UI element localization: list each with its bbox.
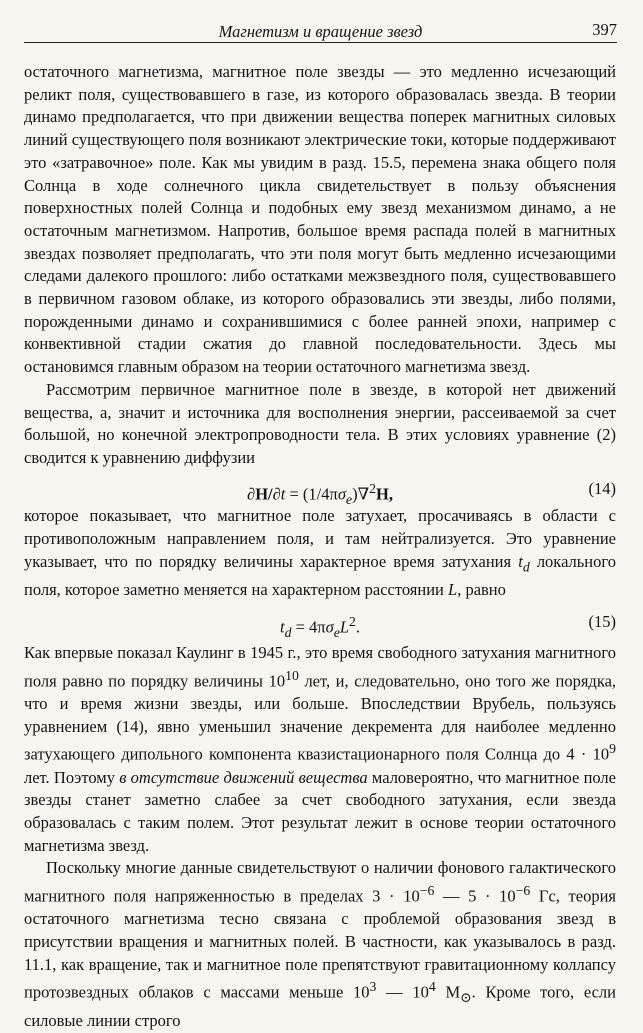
equation-14-number: (14) <box>588 478 616 498</box>
emphasis-text: в отсутствие движений вещества <box>119 767 368 787</box>
paragraph-3: которое показывает, что магнитное поле затухает, просачиваясь в области с противоположным направлением поля, и там нейтрализуется. Это уравнение указывает, что по порядку величины характерное время затухания $t_d$ локального поля, которое заметно меняется на характерном расстоянии L, равно <box>24 506 616 599</box>
equation-15-number: (15) <box>588 612 616 632</box>
header-rule <box>24 42 617 43</box>
paragraph-5: Поскольку многие данные свидетельствуют о наличии фонового галактического магнитного поля напряженностью в пределах $3 \cdot 10^{-6}$ — $5 \cdot 10^{-6}$ Гс, теория остаточного магнетизма тесно связана с проблемой образования звезд в присутствии вращения и магнитных полей. В частности, как указывалось в разд. 11.1, как вращение, так и магнитное поле препятствуют гравитационному коллапсу протозвездных облаков с массами меньше $10^3$ — $10^4$ $M_⊙$. Кроме того, если силовые линии строго <box>24 858 616 1030</box>
equation-15 <box>24 611 616 641</box>
running-title: Магнетизм и вращение звезд <box>218 22 423 41</box>
page-header <box>24 14 617 40</box>
page-number: 397 <box>592 20 617 39</box>
paragraph-1: остаточного магнетизма, магнитное поле звезды — это медленно исчезающий реликт поля, существовавшего в газе, из которого образовалась звезда. В теории динамо предполагается, что при движении вещества поперек магнитных силовых линий существующего поля возникают электрические токи, которые поддерживают это «затравочное» поле. Как мы увидим в разд. 15.5, перемена знака общего поля Солнца в ходе солнечного цикла свидетельствует в пользу объяснения поверхностных полей Солнца и подобных ему звезд механизмом динамо, а не остаточным магнетизмом. Напротив, большое время распада полей в магнитных звездах позволяет предполагать, что эти поля могут быть медленно исчезающими следами далекого прошлого: либо остатками межзвездного поля, существовавшего в первичном газовом облаке, из которого образовались эти звезды, либо полями, порожденными динамо и сохранившимися с более ранней эпохи, например с конвективной стадии сжатия до главной последовательности. Здесь мы остановимся главным образом на теории остаточного магнетизма звезд. <box>24 62 616 377</box>
equation-15-formula: $t_d = 4\pi\sigma_eL^2$. <box>279 614 361 641</box>
paragraph-4: Как впервые показал Каулинг в 1945 г., это время свободного затухания магнитного поля равно по порядку величины $10^{10}$ лет, и, следовательно, оно того же порядка, что и время жизни звезды, или больше. Впоследствии Врубель, пользуясь уравнением (14), явно уменьшил значение декремента для наиболее медленно затухающего дипольного компонента квазистационарного поля Солнца до $4 \cdot 10^9$ лет. Поэтому в отсутствие движений вещества маловероятно, что магнитное поле звезды станет заметно слабее за счет свободного затухания, если звезда образовалась с таким полем. Этот результат лежит в основе теории остаточного магнетизма звезд. <box>24 643 617 855</box>
equation-14 <box>24 478 616 507</box>
td-symbol: t <box>518 551 523 571</box>
equation-14-formula: $\partial H/\partial t = (1/4\pi\sigma_e)\nabla^2H$, <box>247 480 393 507</box>
L-symbol: L <box>448 579 458 599</box>
page-body <box>24 61 616 1033</box>
paragraph-2: Рассмотрим первичное магнитное поле в звезде, в которой нет движений вещества, а, значит и источника для восполнения энергии, рассеиваемой за счет большой, но конечной электропроводности тела. В этих условиях уравнение (2) сводится к уравнению диффузии <box>24 379 616 467</box>
